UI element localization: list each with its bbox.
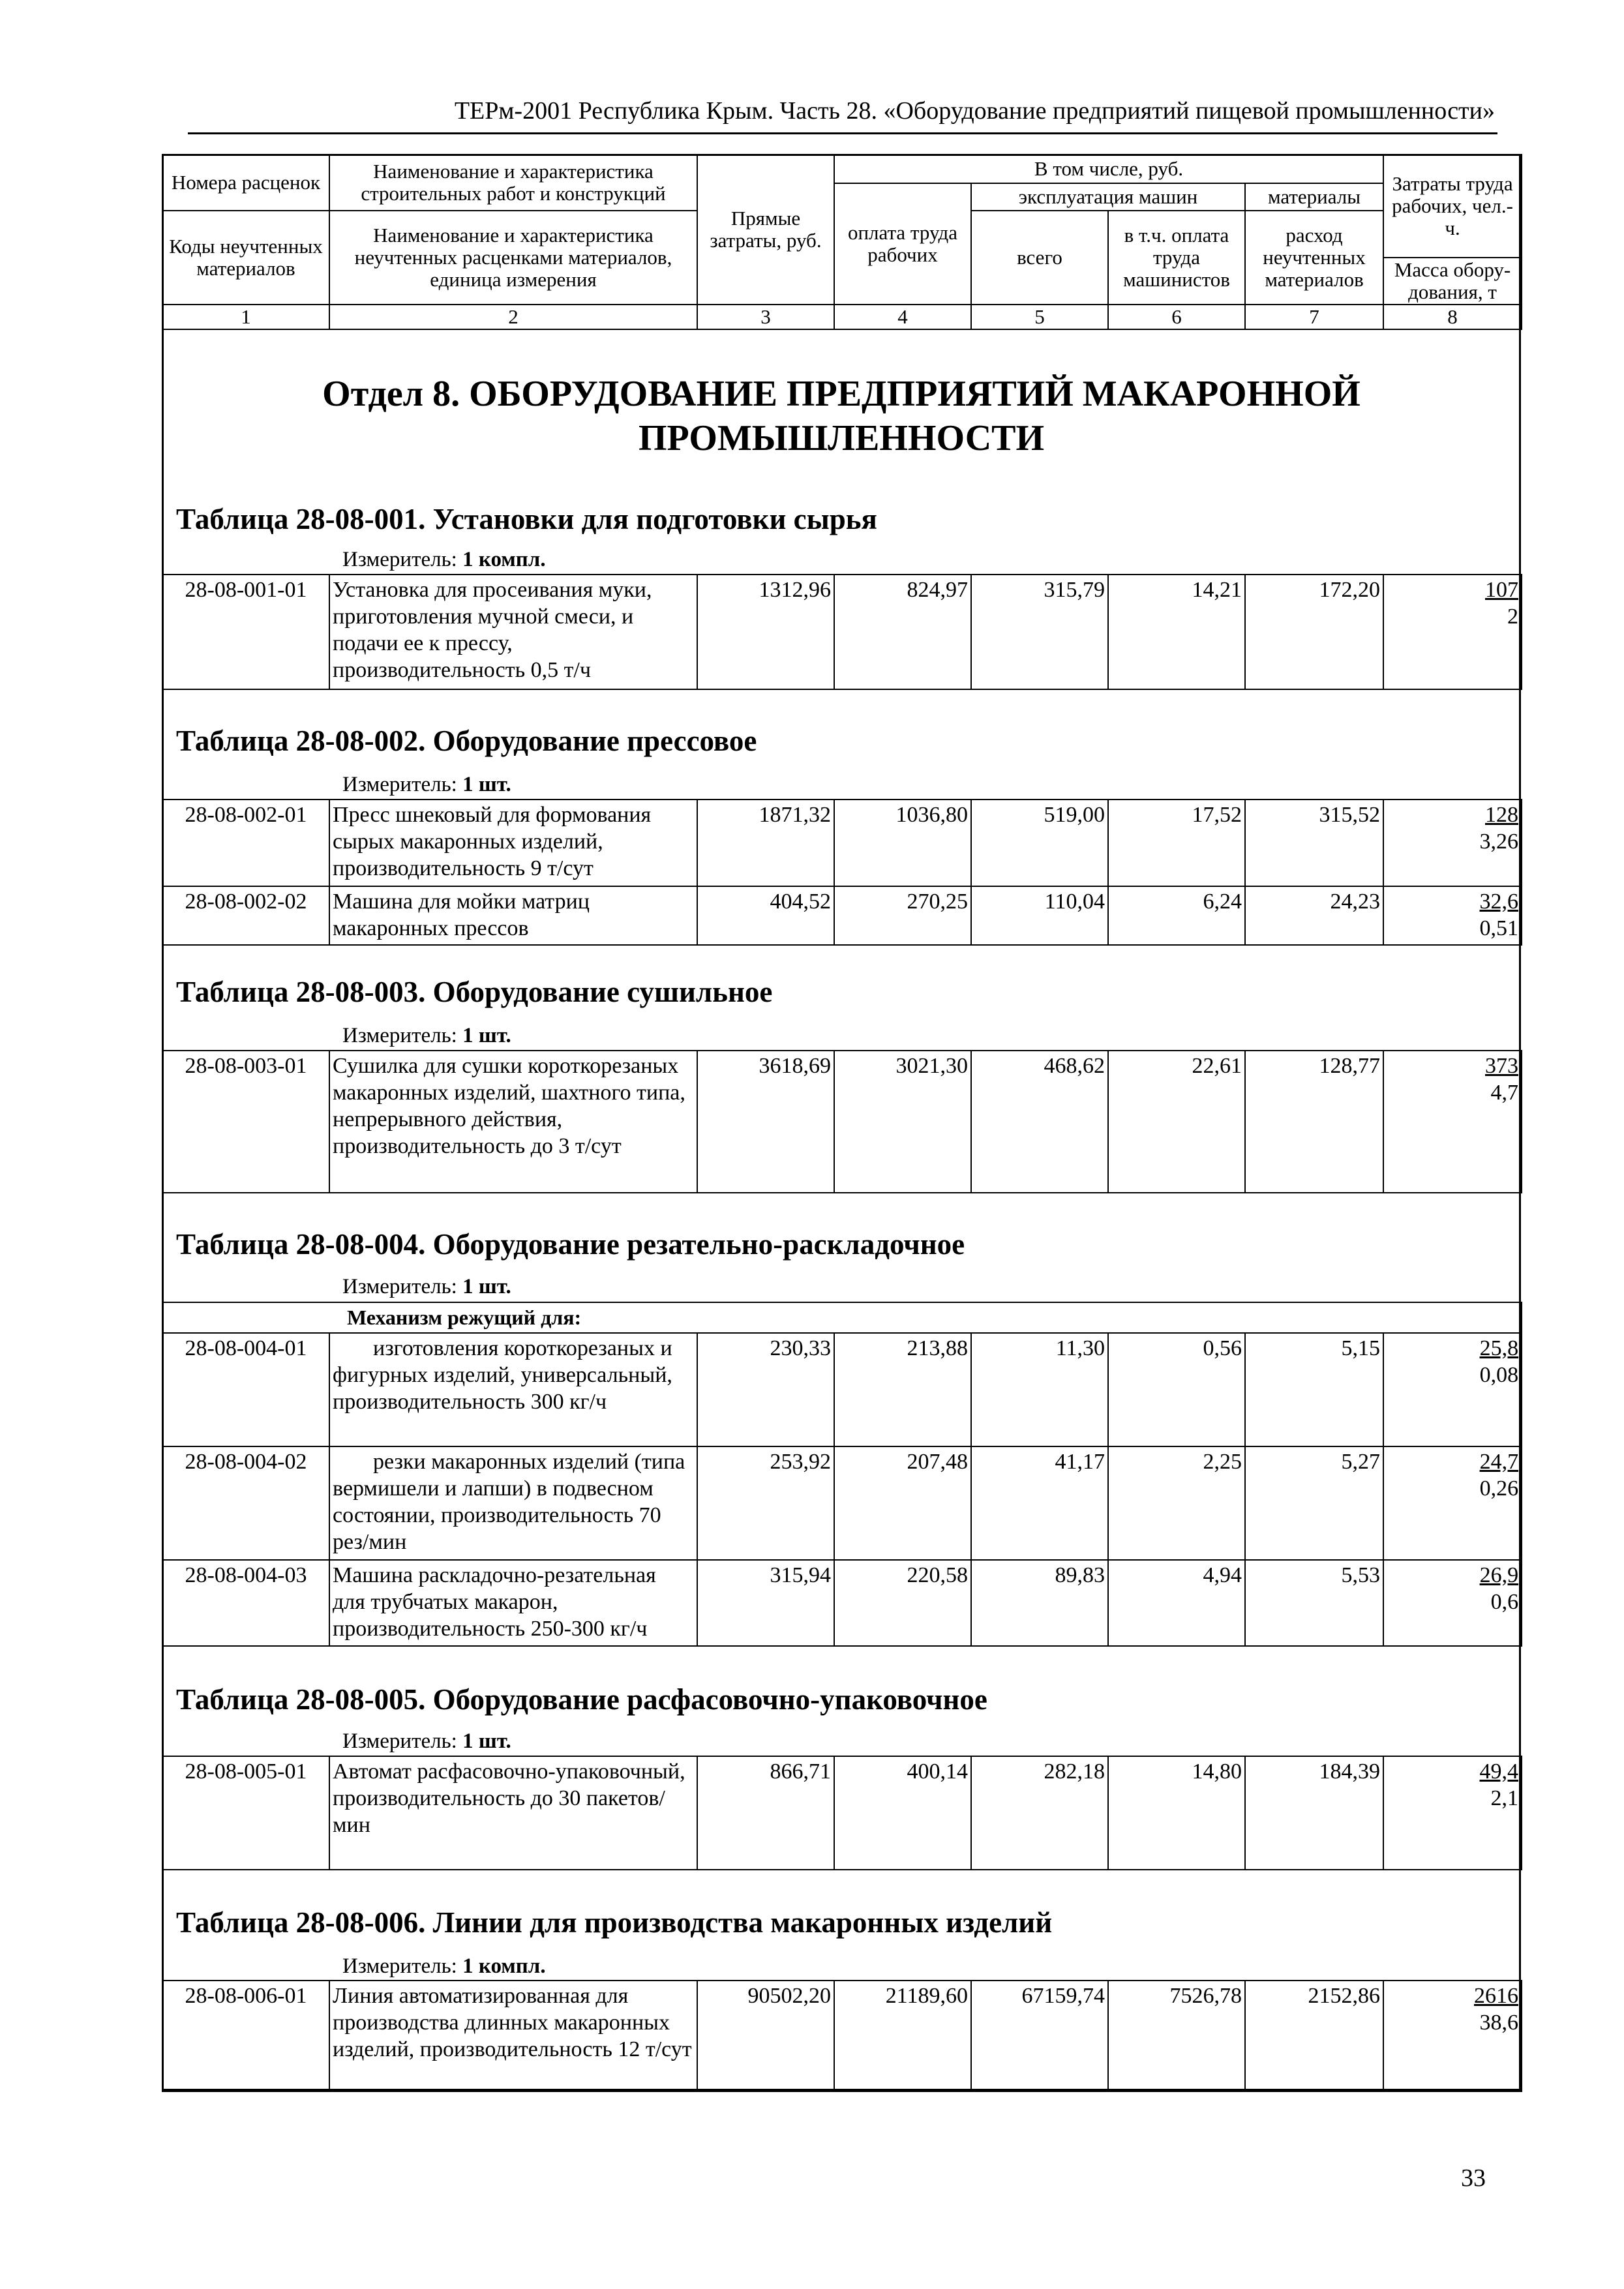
materials-cost: 5,15 [1245, 1333, 1383, 1446]
direct-cost: 90502,20 [697, 1981, 834, 2091]
header-machines: эксплуатация машин [971, 183, 1245, 211]
rates-table [162, 1050, 1522, 1193]
labor-cost: 3021,30 [834, 1051, 971, 1193]
measure-unit: 1 шт. [462, 1275, 511, 1298]
measure-line [342, 1954, 546, 1978]
machine-cost: 282,18 [971, 1756, 1108, 1870]
equipment-mass: 2,1 [1490, 1786, 1518, 1810]
labor-cost: 1036,80 [834, 800, 971, 886]
equipment-mass: 2 [1507, 605, 1518, 629]
rates-table [162, 1756, 1522, 1870]
labor-hours: 25,8 [1479, 1336, 1519, 1360]
equipment-mass: 38,6 [1479, 2011, 1518, 2035]
equipment-mass: 0,51 [1479, 916, 1518, 940]
machine-cost: 11,30 [971, 1333, 1108, 1446]
header-num: 6 [1108, 305, 1245, 329]
machinist-labor-cost: 22,61 [1108, 1051, 1245, 1193]
materials-cost: 24,23 [1245, 886, 1383, 945]
header-name-bottom: Наименование и характеристика неучтенных расценками материалов, единица измерения [329, 211, 697, 305]
measure-line [342, 773, 511, 796]
rate-code: 28-08-004-01 [162, 1333, 329, 1446]
labor-hours: 107 [1485, 578, 1518, 602]
rate-code: 28-08-006-01 [162, 1981, 329, 2091]
rate-name: Линия автоматизированная для производства длинных макаронных изделий, производительность 12 т/сут [329, 1981, 697, 2091]
labor-hours: 24,7 [1479, 1450, 1519, 1474]
labor-hours: 128 [1485, 803, 1518, 827]
header-rule [188, 132, 1497, 134]
running-head: ТЕРм-2001 Республика Крым. Часть 28. «Оборудование предприятий пищевой промышленности» [454, 97, 1495, 125]
materials-cost: 128,77 [1245, 1051, 1383, 1193]
machine-cost: 468,62 [971, 1051, 1108, 1193]
rate-name: Установка для просеивания муки, приготовления мучной смеси, и подачи ее к прессу, производительность 0,5 т/ч [329, 575, 697, 689]
rate-name: изготовления короткорезаных и фигурных изделий, универсальный, производительность 300 кг/ч [333, 1336, 672, 1414]
table-row [162, 1560, 1522, 1646]
rate-code: 28-08-002-01 [162, 800, 329, 886]
rate-code: 28-08-003-01 [162, 1051, 329, 1193]
header-labor: оплата труда рабочих [834, 183, 971, 305]
machine-cost: 110,04 [971, 886, 1108, 945]
measure-line [342, 548, 546, 571]
direct-cost: 866,71 [697, 1756, 834, 1870]
measure-label: Измеритель: [342, 1024, 457, 1047]
labor-hours: 26,9 [1479, 1563, 1519, 1587]
labor-cost: 824,97 [834, 575, 971, 689]
machinist-labor-cost: 14,21 [1108, 575, 1245, 689]
direct-cost: 3618,69 [697, 1051, 834, 1193]
machinist-labor-cost: 6,24 [1108, 886, 1245, 945]
header-num: 4 [834, 305, 971, 329]
header-codes-top: Номера расценок [162, 155, 329, 211]
header-direct: Прямые затраты, руб. [697, 155, 834, 305]
machinist-labor-cost: 14,80 [1108, 1756, 1245, 1870]
header-num: 5 [971, 305, 1108, 329]
rate-name: резки макаронных изделий (типа вермишели и лапши) в подвесном состоянии, производительность 70 рез/мин [333, 1450, 685, 1554]
labor-cost: 213,88 [834, 1333, 971, 1446]
direct-cost: 230,33 [697, 1333, 834, 1446]
header-num: 3 [697, 305, 834, 329]
measure-unit: 1 компл. [462, 1954, 546, 1978]
measure-unit: 1 шт. [462, 773, 511, 796]
rates-table [162, 1980, 1522, 2092]
labor-cost: 207,48 [834, 1446, 971, 1560]
direct-cost: 253,92 [697, 1446, 834, 1560]
measure-unit: 1 шт. [462, 1729, 511, 1753]
group-row [162, 1302, 1522, 1333]
direct-cost: 404,52 [697, 886, 834, 945]
labor-cost: 220,58 [834, 1560, 971, 1646]
machine-cost: 89,83 [971, 1560, 1108, 1646]
header-materials: материалы [1245, 183, 1383, 211]
rate-code: 28-08-004-02 [162, 1446, 329, 1560]
labor-hours: 49,4 [1479, 1759, 1518, 1784]
header-machinists-labor: в т.ч. оплата труда машинистов [1108, 211, 1245, 305]
header-equipment-mass: Масса обору-дования, т [1383, 258, 1522, 305]
measure-label: Измеритель: [342, 773, 457, 796]
labor-cost: 270,25 [834, 886, 971, 945]
materials-cost: 2152,86 [1245, 1981, 1383, 2091]
rates-table [162, 574, 1522, 690]
group-heading: Механизм режущий для: [162, 1302, 1522, 1333]
rate-name: Пресс шнековый для формования сырых макаронных изделий, производительность 9 т/сут [329, 800, 697, 886]
measure-label: Измеритель: [342, 548, 457, 571]
table-row [162, 1446, 1522, 1560]
materials-cost: 172,20 [1245, 575, 1383, 689]
header-unaccounted-materials: расход неучтенных материалов [1245, 211, 1383, 305]
table-title: Таблица 28-08-004. Оборудование резательно-раскладочное [176, 1228, 965, 1261]
labor-cost: 21189,60 [834, 1981, 971, 2091]
machinist-labor-cost: 2,25 [1108, 1446, 1245, 1560]
materials-cost: 5,53 [1245, 1560, 1383, 1646]
machinist-labor-cost: 0,56 [1108, 1333, 1245, 1446]
table-title: Таблица 28-08-003. Оборудование сушильное [176, 976, 773, 1008]
header-num: 1 [162, 305, 329, 329]
header-machines-total: всего [971, 211, 1108, 305]
measure-line [342, 1275, 511, 1298]
labor-hours: 2616 [1474, 1984, 1518, 2008]
equipment-mass: 3,26 [1479, 830, 1518, 854]
rates-table [162, 1302, 1522, 1647]
direct-cost: 1871,32 [697, 800, 834, 886]
equipment-mass: 0,26 [1479, 1476, 1519, 1501]
machinist-labor-cost: 4,94 [1108, 1560, 1245, 1646]
machine-cost: 519,00 [971, 800, 1108, 886]
header-name-top: Наименование и характеристика строительных работ и конструкций [329, 155, 697, 211]
table-row [162, 1756, 1522, 1870]
page-number: 33 [1461, 2164, 1486, 2192]
labor-hours: 32,6 [1479, 890, 1518, 914]
measure-label: Измеритель: [342, 1729, 457, 1753]
rate-code: 28-08-001-01 [162, 575, 329, 689]
header-labor-hours: Затраты труда рабочих, чел.-ч. [1383, 155, 1522, 258]
header-in-that: В том числе, руб. [834, 155, 1383, 183]
measure-label: Измеритель: [342, 1275, 457, 1298]
table-row [162, 800, 1522, 886]
header-codes-bottom: Коды неучтенных материалов [162, 211, 329, 305]
measure-label: Измеритель: [342, 1954, 457, 1978]
rate-name: Машина для мойки матриц макаронных прессов [329, 886, 697, 945]
section-title: Отдел 8. ОБОРУДОВАНИЕ ПРЕДПРИЯТИЙ МАКАРОННОЙ ПРОМЫШЛЕННОСТИ [322, 374, 1361, 458]
header-num: 7 [1245, 305, 1383, 329]
measure-line [342, 1729, 511, 1753]
rate-name: Автомат расфасовочно-упаковочный, производительность до 30 пакетов/мин [329, 1756, 697, 1870]
measure-line [342, 1024, 511, 1047]
equipment-mass: 0,08 [1479, 1363, 1519, 1387]
table-row [162, 1051, 1522, 1193]
rate-name: Сушилка для сушки короткорезаных макаронных изделий, шахтного типа, непрерывного действия, производительность до 3 т/сут [329, 1051, 697, 1193]
measure-unit: 1 шт. [462, 1024, 511, 1047]
table-title: Таблица 28-08-005. Оборудование расфасовочно-упаковочное [176, 1683, 987, 1716]
rate-code: 28-08-004-03 [162, 1560, 329, 1646]
table-row [162, 1981, 1522, 2091]
materials-cost: 184,39 [1245, 1756, 1383, 1870]
table-title: Таблица 28-08-002. Оборудование прессовое [176, 725, 757, 757]
machinist-labor-cost: 17,52 [1108, 800, 1245, 886]
rate-name: Машина раскладочно-резательная для трубчатых макарон, производительность 250-300 кг/ч [329, 1560, 697, 1646]
rates-table [162, 799, 1522, 946]
materials-cost: 5,27 [1245, 1446, 1383, 1560]
materials-cost: 315,52 [1245, 800, 1383, 886]
table-title: Таблица 28-08-006. Линии для производства макаронных изделий [176, 1906, 1053, 1939]
header-num: 2 [329, 305, 697, 329]
table-row [162, 1333, 1522, 1446]
labor-cost: 400,14 [834, 1756, 971, 1870]
machine-cost: 41,17 [971, 1446, 1108, 1560]
table-title: Таблица 28-08-001. Установки для подготовки сырья [176, 503, 877, 535]
direct-cost: 1312,96 [697, 575, 834, 689]
header-num: 8 [1383, 305, 1522, 329]
table-row [162, 575, 1522, 689]
rate-code: 28-08-005-01 [162, 1756, 329, 1870]
measure-unit: 1 компл. [462, 548, 546, 571]
equipment-mass: 0,6 [1490, 1590, 1519, 1614]
machinist-labor-cost: 7526,78 [1108, 1981, 1245, 2091]
column-header [162, 154, 1522, 330]
equipment-mass: 4,7 [1490, 1081, 1518, 1105]
machine-cost: 67159,74 [971, 1981, 1108, 2091]
direct-cost: 315,94 [697, 1560, 834, 1646]
rate-code: 28-08-002-02 [162, 886, 329, 945]
labor-hours: 373 [1485, 1054, 1518, 1078]
table-row [162, 886, 1522, 945]
machine-cost: 315,79 [971, 575, 1108, 689]
